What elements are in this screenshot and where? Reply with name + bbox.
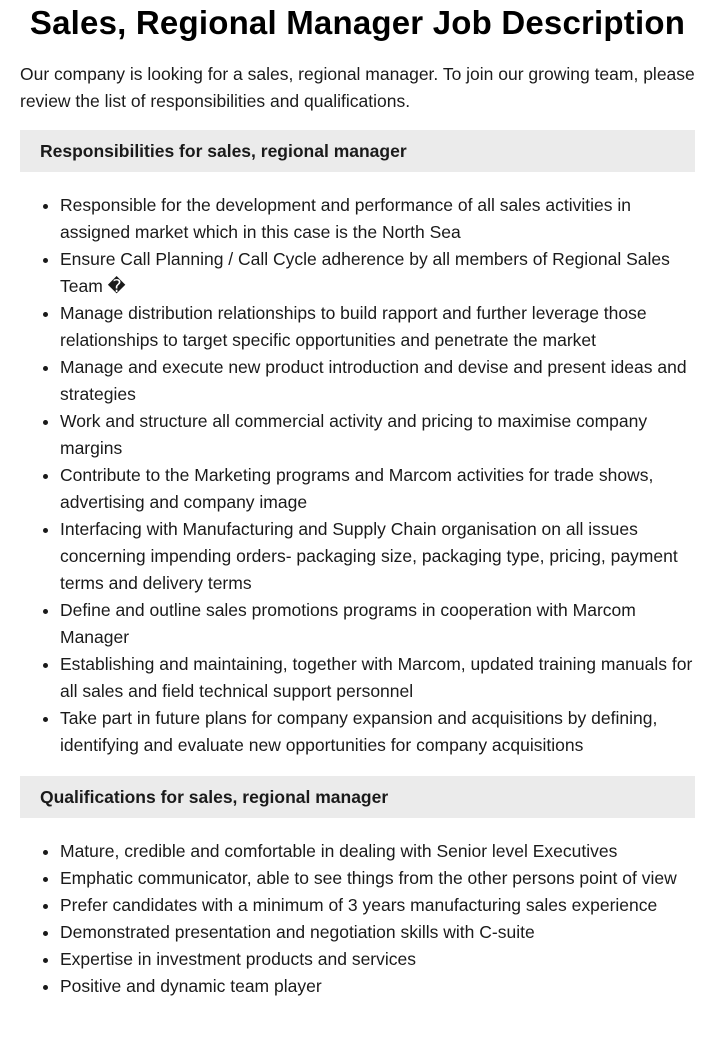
qualification-item: • Expertise in investment products and services (60, 946, 695, 973)
qualification-item: • Emphatic communicator, able to see things from the other persons point of view (60, 865, 695, 892)
qualifications-list (20, 838, 695, 1000)
responsibility-item: • Work and structure all commercial activity and pricing to maximise company margins (60, 408, 695, 462)
qualification-item: • Mature, credible and comfortable in dealing with Senior level Executives (60, 838, 695, 865)
qualification-item: • Positive and dynamic team player (60, 973, 695, 1000)
responsibilities-header: Responsibilities for sales, regional manager (20, 130, 695, 172)
responsibility-item: • Ensure Call Planning / Call Cycle adherence by all members of Regional Sales Team � (60, 246, 695, 300)
responsibility-item: • Take part in future plans for company expansion and acquisitions by defining, identifying and evaluate new opportunities for company acquisitions (60, 705, 695, 759)
responsibility-item: • Establishing and maintaining, together with Marcom, updated training manuals for all sales and field technical support personnel (60, 651, 695, 705)
qualification-item: • Prefer candidates with a minimum of 3 years manufacturing sales experience (60, 892, 695, 919)
responsibility-item: • Define and outline sales promotions programs in cooperation with Marcom Manager (60, 597, 695, 651)
responsibility-item: • Interfacing with Manufacturing and Supply Chain organisation on all issues concerning impending orders- packaging size, packaging type, pricing, payment terms and delivery terms (60, 516, 695, 597)
responsibilities-list (20, 192, 695, 759)
page-title: Sales, Regional Manager Job Description (29, 4, 686, 41)
responsibility-item: • Manage distribution relationships to build rapport and further leverage those relationships to target specific opportunities and penetrate the market (60, 300, 695, 354)
responsibility-item: • Manage and execute new product introduction and devise and present ideas and strategies (60, 354, 695, 408)
qualifications-header: Qualifications for sales, regional manager (20, 776, 695, 818)
intro-paragraph: Our company is looking for a sales, regional manager. To join our growing team, please review the list of responsibilities and qualifications. (20, 64, 695, 111)
qualification-item: • Demonstrated presentation and negotiation skills with C-suite (60, 919, 695, 946)
responsibility-item: • Responsible for the development and performance of all sales activities in assigned market which in this case is the North Sea (60, 192, 695, 246)
responsibility-item: • Contribute to the Marketing programs and Marcom activities for trade shows, advertising and company image (60, 462, 695, 516)
